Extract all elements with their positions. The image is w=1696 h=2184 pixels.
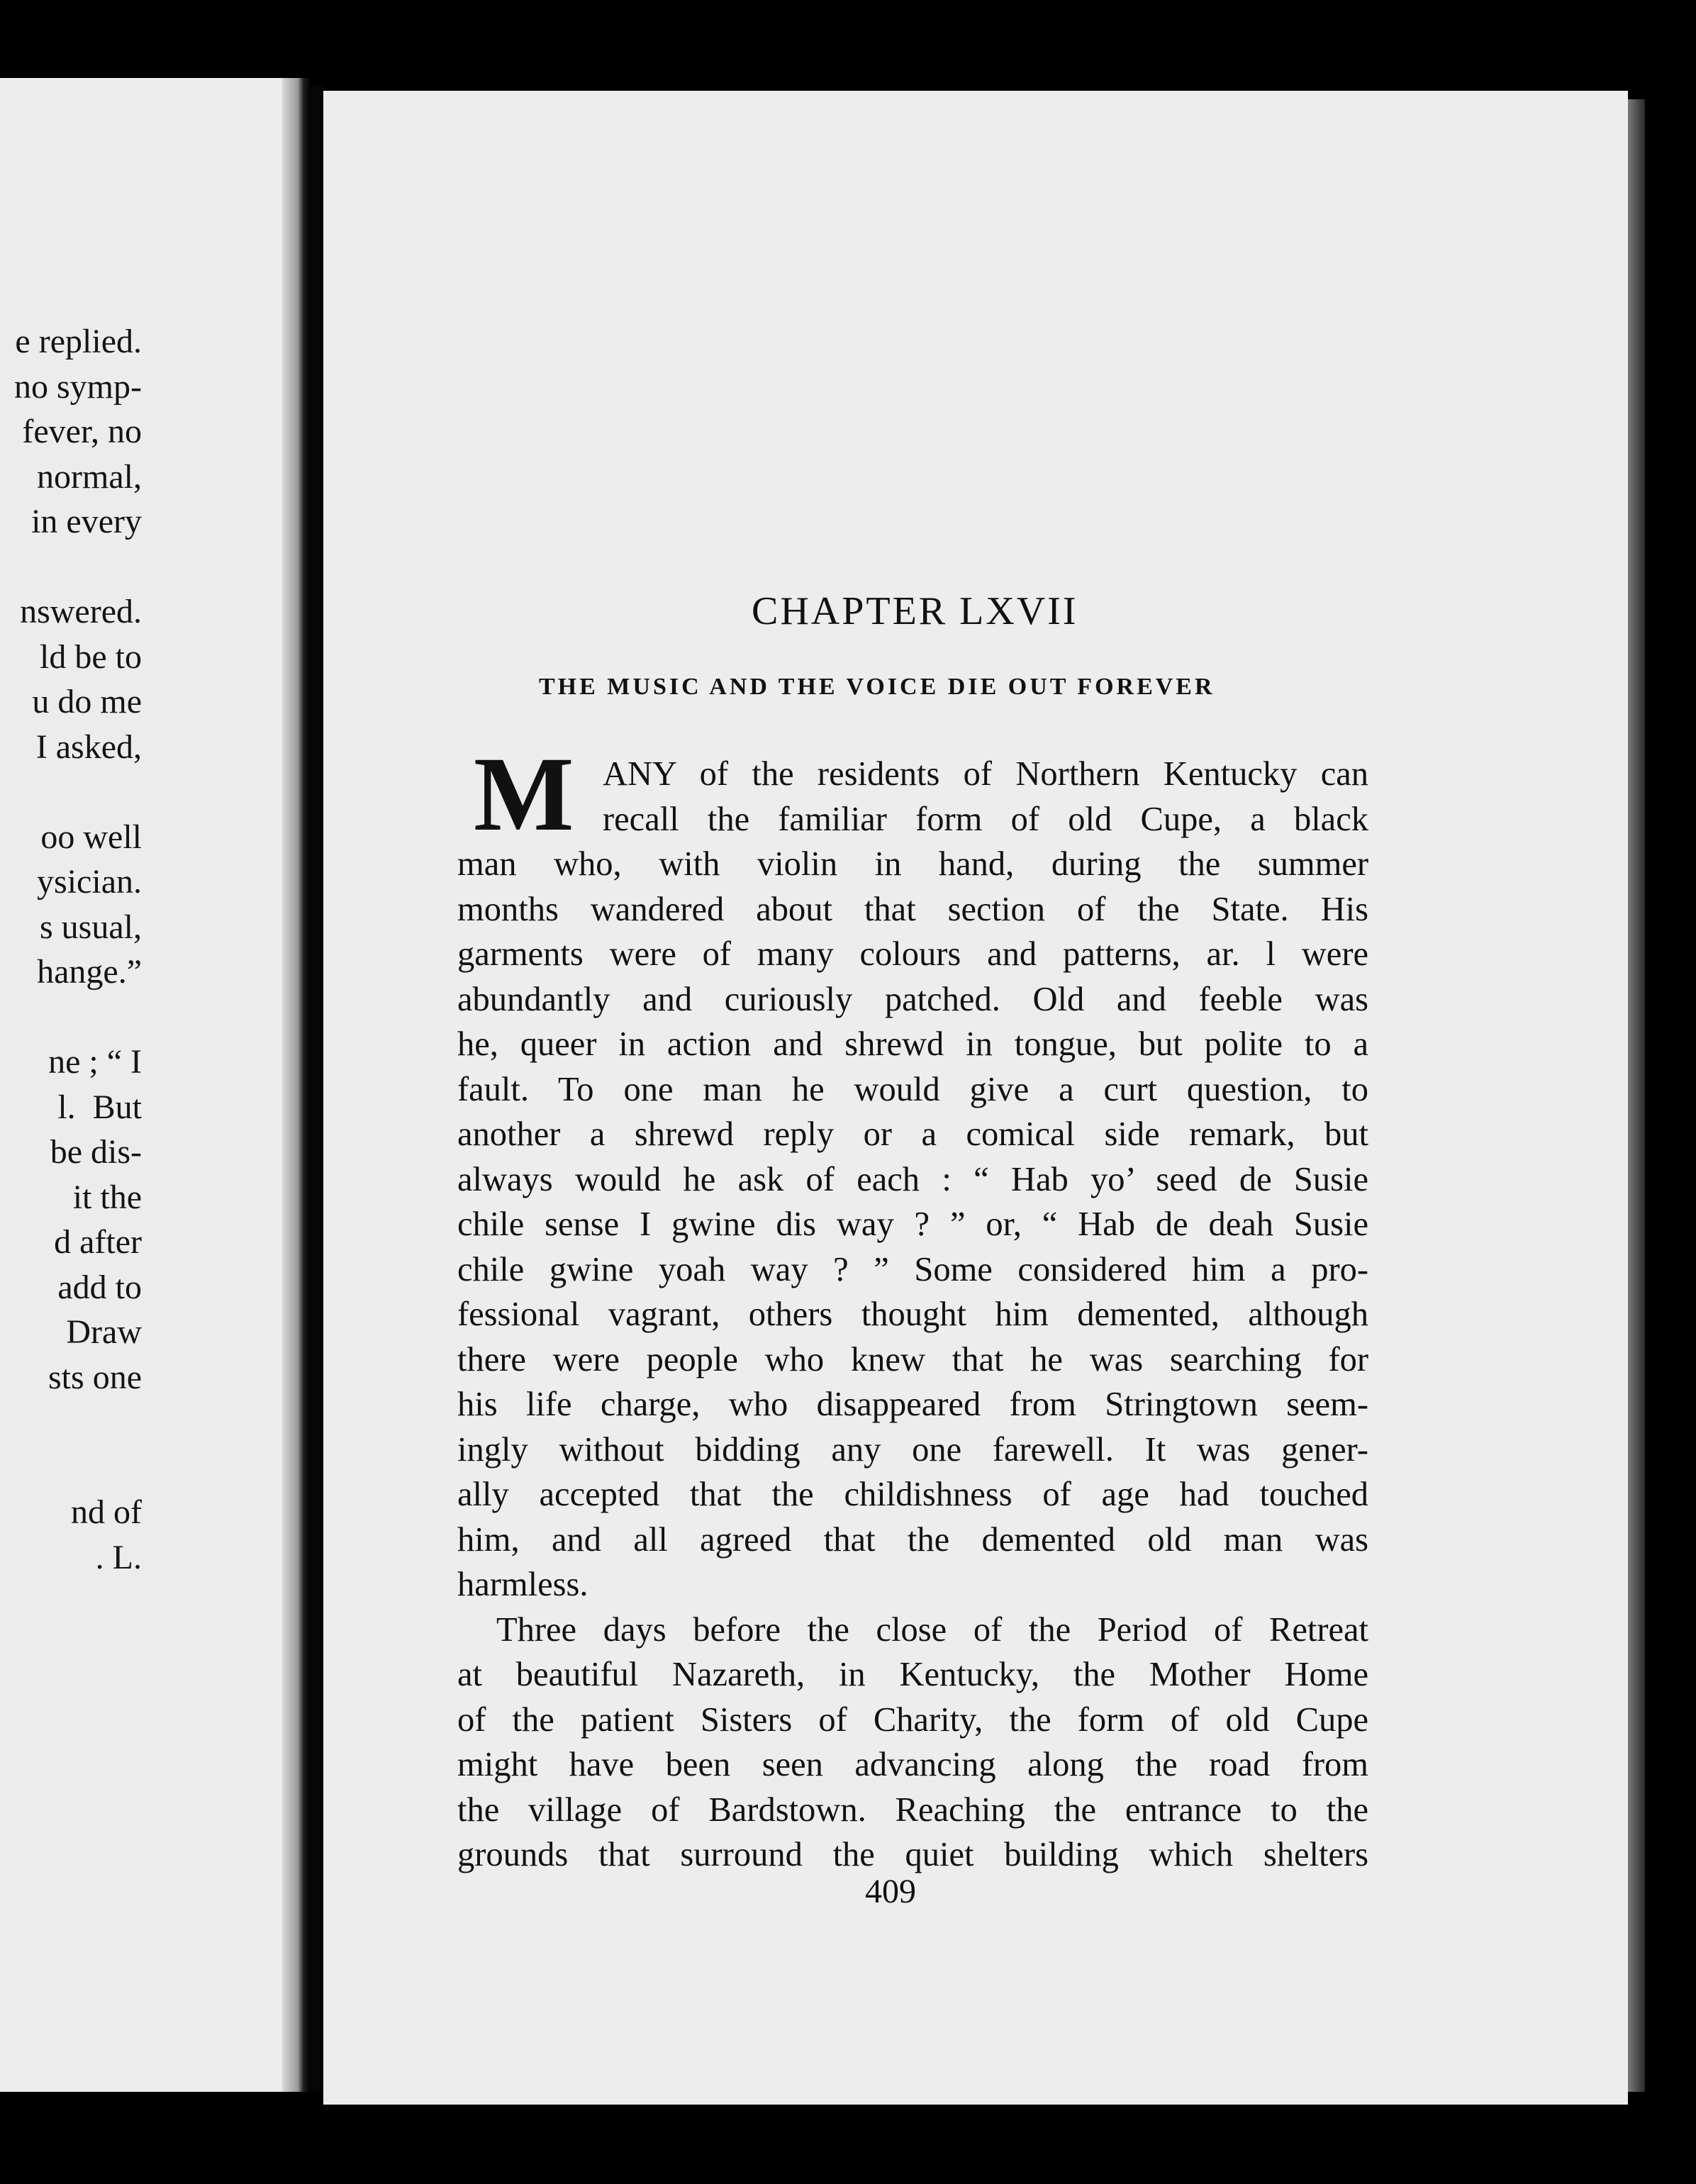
left-page-line: ne ; “ I: [48, 1043, 142, 1081]
left-page: [0, 78, 306, 2092]
left-page-line: d after: [54, 1223, 142, 1261]
left-page-line: oo well: [40, 818, 142, 856]
left-page-line: [0, 769, 142, 815]
body-line: months wandered about that section of the State. His: [457, 890, 1368, 928]
left-page-line: ld be to: [40, 637, 142, 676]
body-line: always would he ask of each : “ Hab yo’ seed de Susie: [457, 1160, 1368, 1198]
body-line: fessional vagrant, others thought him demented, although: [457, 1296, 1368, 1333]
body-line: ally accepted that the childishness of age had touched: [457, 1476, 1368, 1513]
page-edge: [1628, 99, 1645, 2092]
left-page-line: add to: [57, 1268, 142, 1306]
left-page-line: l. But: [57, 1088, 142, 1126]
body-line: another a shrewd reply or a comical side remark, but: [457, 1115, 1368, 1153]
body-line: abundantly and curiously patched. Old and feeble was: [457, 980, 1368, 1018]
left-page-line: s usual,: [40, 908, 142, 946]
body-line: recall the familiar form of old Cupe, a black: [603, 800, 1368, 838]
left-page-line: fever, no: [22, 413, 142, 450]
body-line: him, and all agreed that the demented old man was: [457, 1520, 1368, 1559]
left-page-line: hange.”: [37, 953, 142, 991]
left-page-line: no symp-: [14, 367, 142, 406]
body-line: man who, with violin in hand, during the summer: [457, 845, 1368, 883]
body-line: ANY of the residents of Northern Kentucky can: [603, 755, 1368, 793]
chapter-body: [457, 752, 1368, 1878]
page-number: 409: [865, 1873, 916, 1910]
body-line: fault. To one man he would give a curt question, to: [457, 1070, 1368, 1108]
drop-cap: M: [474, 735, 574, 853]
body-line: the village of Bardstown. Reaching the entrance to the: [457, 1790, 1368, 1829]
left-page-line: Draw: [66, 1313, 142, 1351]
body-line: his life charge, who disappeared from Stringtown seem-: [457, 1386, 1368, 1423]
body-line: Three days before the close of the Period of Retreat: [496, 1610, 1368, 1649]
left-page-line: be dis-: [50, 1133, 142, 1171]
left-page-line: . L.: [95, 1538, 142, 1576]
body-line: ingly without bidding any one farewell. It was gener-: [457, 1430, 1368, 1469]
body-line: harmless.: [457, 1566, 588, 1603]
body-line: chile sense I gwine dis way ? ” or, “ Hab de deah Susie: [457, 1205, 1368, 1243]
left-page-line: u do me: [32, 683, 142, 720]
book-spine: [311, 85, 325, 2092]
left-page-text: [0, 319, 142, 1580]
left-page-line: e replied.: [15, 323, 142, 360]
body-line: grounds that surround the quiet building which shelters: [457, 1836, 1368, 1873]
body-line: garments were of many colours and patterns, ar. l were: [457, 935, 1368, 973]
left-page-line: [0, 1445, 142, 1491]
body-line: chile gwine yoah way ? ” Some considered him a pro-: [457, 1250, 1368, 1288]
left-page-line: [0, 995, 142, 1040]
body-line: he, queer in action and shrewd in tongue, but polite to a: [457, 1025, 1368, 1063]
chapter-subtitle: THE MUSIC AND THE VOICE DIE OUT FOREVER: [539, 674, 1215, 700]
left-page-line: sts one: [48, 1358, 142, 1396]
left-page-line: it the: [72, 1178, 142, 1216]
left-page-line: [0, 1400, 142, 1445]
body-line: at beautiful Nazareth, in Kentucky, the Mother Home: [457, 1656, 1368, 1693]
left-page-line: normal,: [37, 457, 142, 496]
chapter-title: CHAPTER LXVII: [752, 589, 1078, 633]
body-line: might have been seen advancing along the road from: [457, 1746, 1368, 1783]
left-page-line: ysician.: [37, 863, 142, 901]
left-page-line: I asked,: [35, 728, 142, 766]
left-page-line: nswered.: [20, 593, 142, 630]
body-line: there were people who knew that he was searching for: [457, 1340, 1368, 1378]
book-gutter: [282, 78, 311, 2092]
left-page-line: nd of: [71, 1493, 142, 1531]
left-page-line: in every: [31, 503, 142, 540]
body-line: of the patient Sisters of Charity, the form of old Cupe: [457, 1700, 1368, 1739]
left-page-line: [0, 545, 142, 590]
